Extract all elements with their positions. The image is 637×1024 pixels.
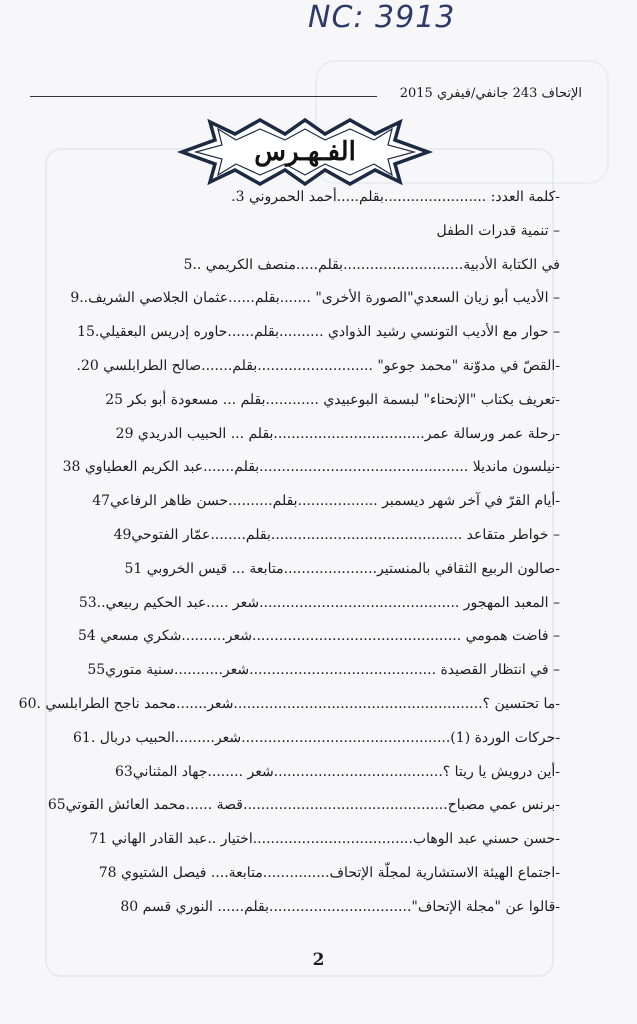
toc-entry: -صالون الربيع الثقافي بالمنستير.....................متابعة ... قيس الخروبي 51 — [124, 560, 560, 577]
toc-entry: – المعبد المهجور .............................................شعر .....عبد الحكيم ربيعي..53 — [78, 594, 560, 611]
issue-label — [400, 86, 582, 101]
running-header — [30, 86, 582, 108]
toc-entry: -حركات الوردة (1)...............................................شعر.........الحبيب دربال .61 — [72, 729, 560, 746]
table-of-contents — [18, 181, 560, 925]
toc-entry: – الأديب أبو زيان السعدي"الصورة الأخرى" .......بقلم......عثمان الجلاصي الشريف..9 — [70, 290, 560, 307]
toc-entry: – خواطر متقاعد ...........................................بقلم........عمّار الفتوحي49 — [113, 526, 560, 543]
toc-entry: – في انتظار القصيدة ..........................................شعر...........سنية متوري55 — [87, 662, 560, 679]
issue-year: 2015 — [399, 86, 433, 101]
toc-entry: -نيلسون مانديلا ...............................................بقلم.......عبد الكريم العطياوي 38 — [62, 459, 560, 476]
toc-entry: -تعريف بكتاب "الإنحناء" لبسمة البوعبيدي ............بقلم ... مسعودة أبو بكر 25 — [105, 391, 560, 408]
toc-entry: -رحلة عمر ورسالة عمر..................................بقلم ... الحبيب الدريدي 29 — [115, 425, 560, 442]
handwritten-code: NC: 3913 — [308, 0, 456, 35]
toc-entry: -برنس عمي مصباح..............................................قصة ......محمد العائش القوتي65 — [47, 797, 560, 814]
page-title: الفـهـرس — [254, 137, 356, 167]
toc-entry: -القصّ في مدوّنة "محمد جوعو" ..........................بقلم.......صالح الطرابلسي 20. — [76, 357, 560, 374]
title-badge — [170, 112, 440, 192]
toc-entry: -ما تحتسين ؟........................................................شعر.......محمد ناجح الطرابلسي .60 — [18, 695, 560, 712]
toc-entry: -كلمة العدد: .......................بقلم.....أحمد الحمروني 3. — [231, 189, 560, 205]
toc-entry: -حسن حسني عبد الوهاب....................................اختيار ..عبد القادر الهاني 71 — [89, 831, 560, 848]
toc-entry: -أيام القرّ في آخر شهر ديسمبر ..................بقلم..........حسن ظاهر الرفاعي47 — [92, 493, 560, 510]
header-rule — [30, 96, 377, 97]
page-number: 2 — [312, 950, 325, 970]
toc-entry: في الكتابة الأدبية...........................بقلم.....منصف الكريمي ..5 — [183, 256, 560, 273]
toc-entry: – حوار مع الأديب التونسي رشيد الذوادي ..........بقلم......حاوره إدريس البعقيلي.15 — [77, 324, 560, 341]
toc-entry: – تنمية قدرات الطفل — [436, 222, 560, 239]
issue-text: الإتحاف 243 جانفي/فيفري — [436, 86, 582, 101]
toc-entry: -قالوا عن "مجلة الإتحاف"................................بقلم...... النوري قسم 80 — [120, 898, 560, 915]
toc-entry: – فاضت همومي ...............................................شعر..........شكري مسعي 54 — [78, 628, 560, 645]
toc-entry: -اجتماع الهيئة الاستشارية لمجلّة الإتحاف...............متابعة.... فيصل الشتيوي 78 — [98, 864, 560, 881]
toc-entry: -أين درويش يا ريتا ؟......................................شعر ........جهاد المثناني63 — [115, 763, 560, 780]
